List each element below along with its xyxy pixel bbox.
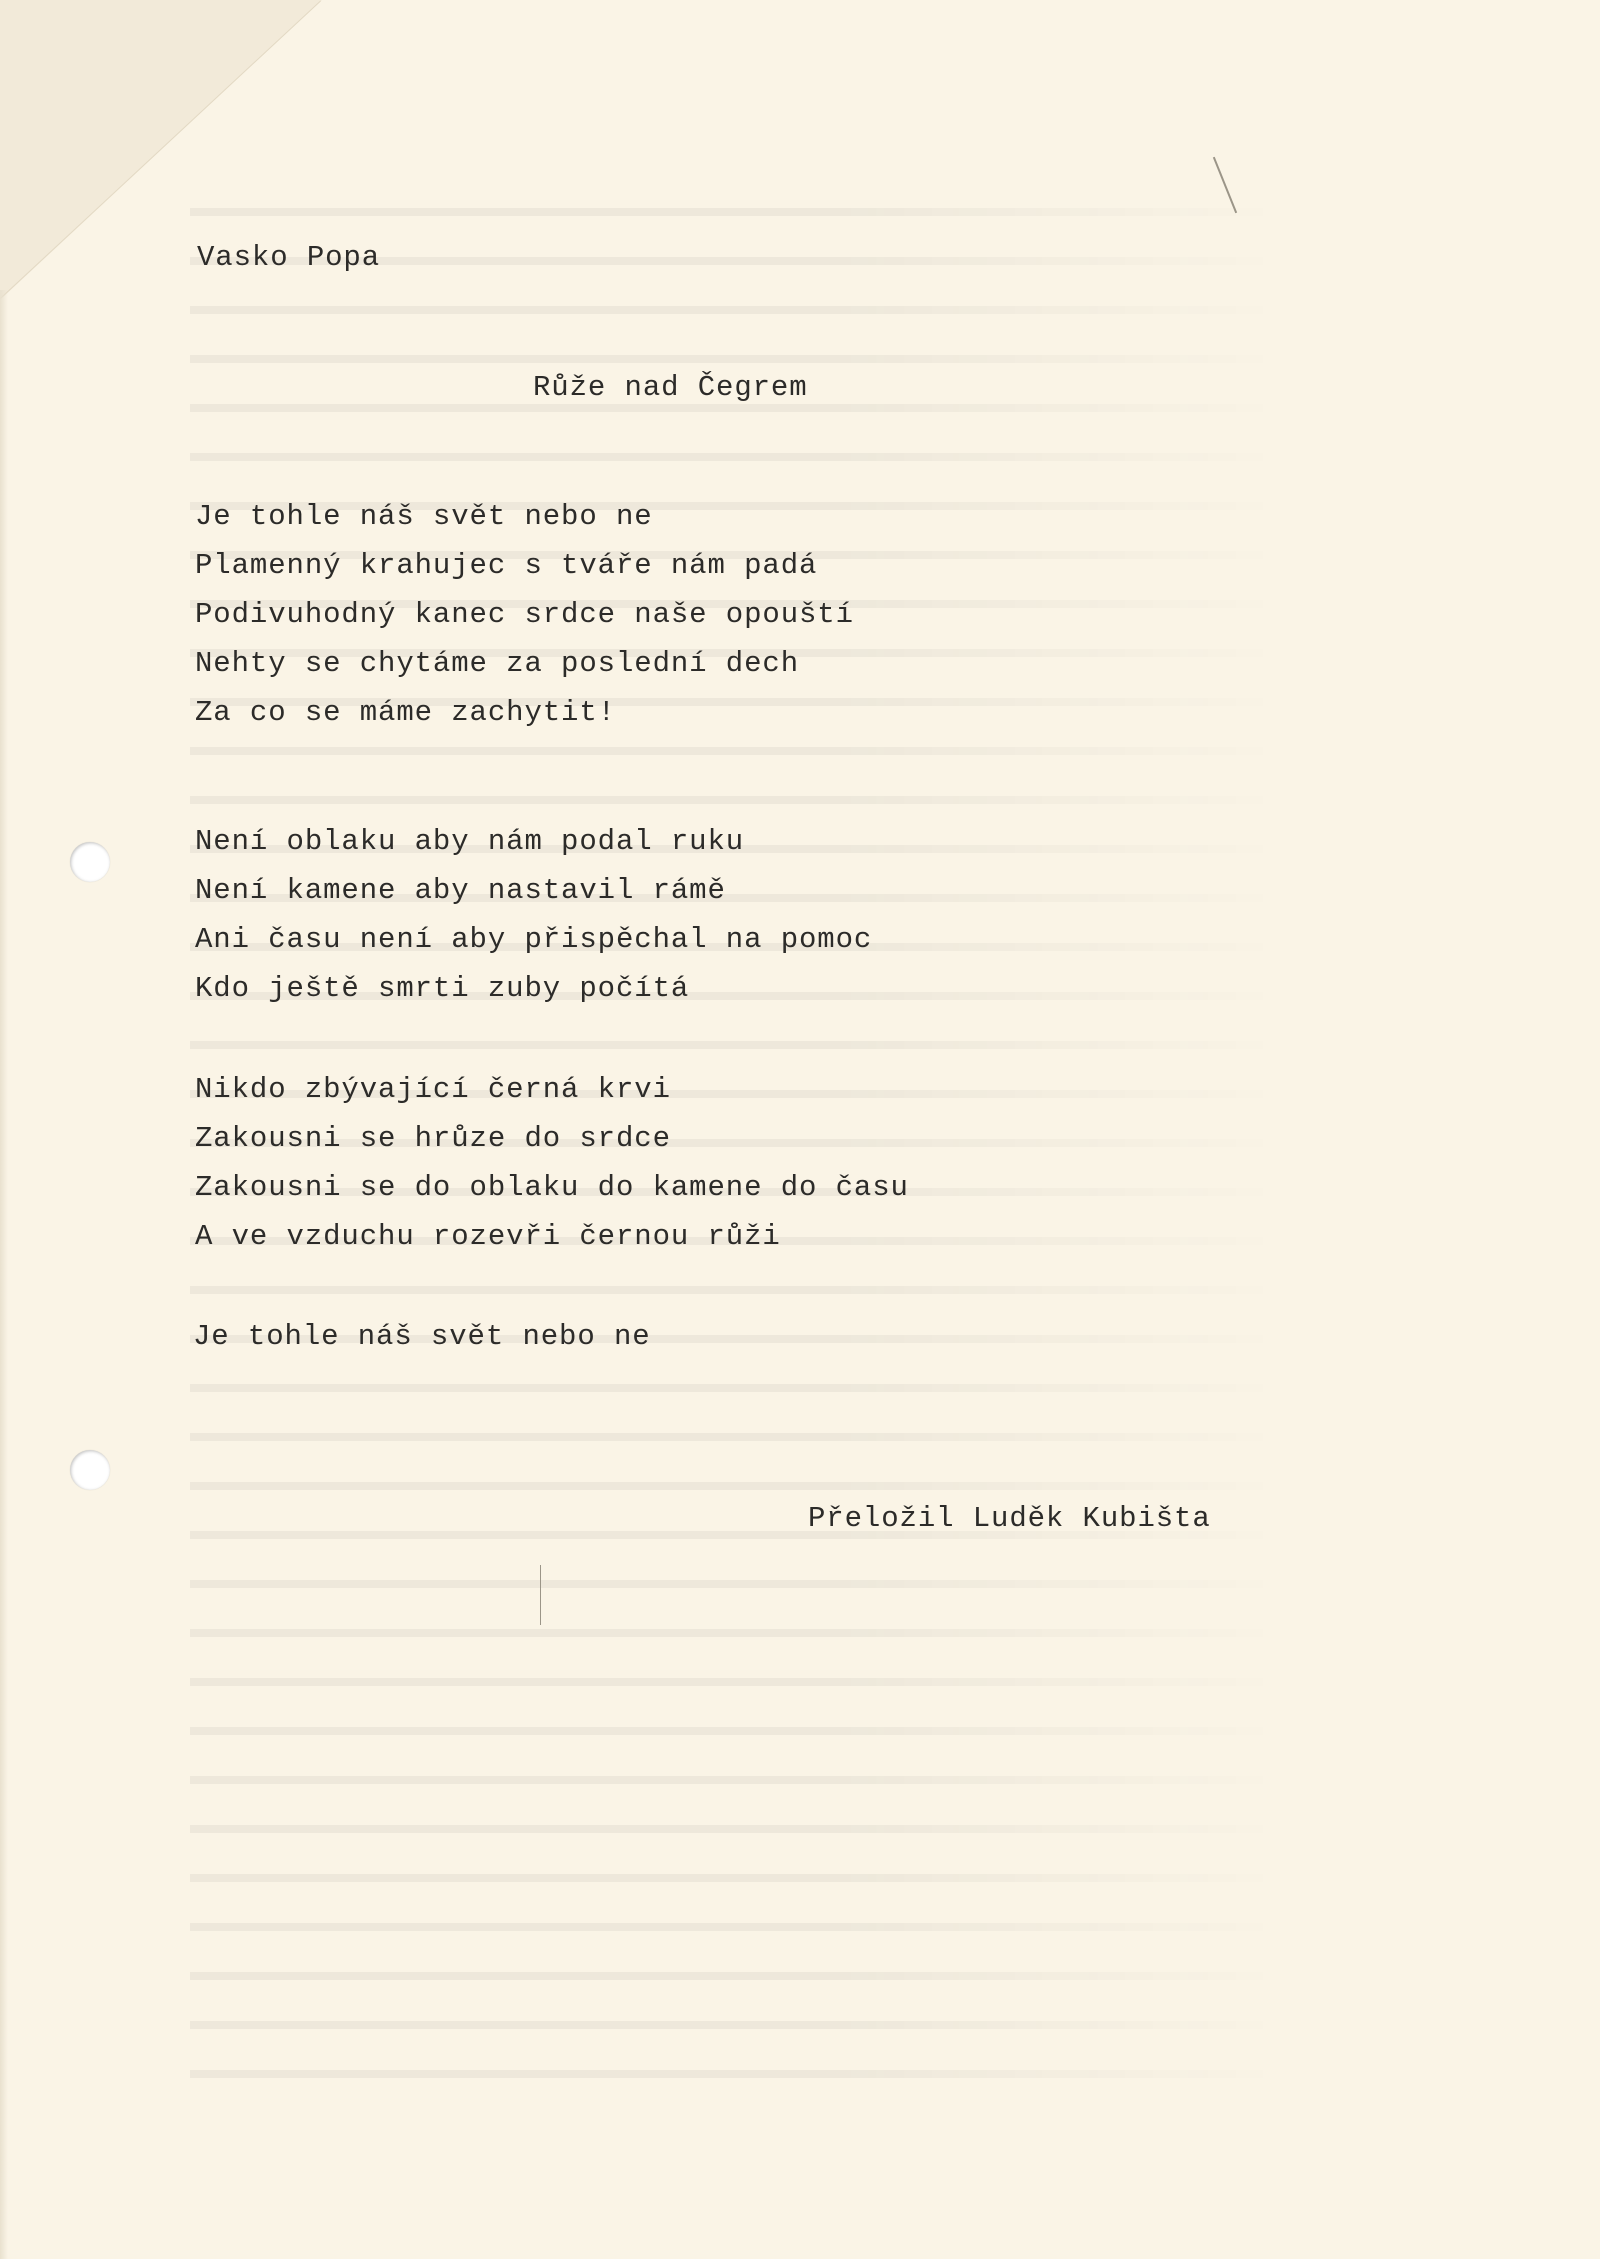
poem-author: Vasko Popa	[197, 241, 381, 274]
punch-hole	[70, 842, 110, 882]
verse-line: Podivuhodný kanec srdce naše opouští	[195, 598, 854, 631]
verse-line: A ve vzduchu rozevři černou růži	[195, 1220, 781, 1253]
verse-line: Nikdo zbývající černá krvi	[195, 1073, 671, 1106]
verse-line: Plamenný krahujec s tváře nám padá	[195, 549, 818, 582]
stanza-2	[195, 825, 872, 1021]
page-edge-shadow	[0, 290, 8, 2259]
paper-mark	[540, 1565, 541, 1625]
poem-title: Růže nad Čegrem	[533, 371, 808, 404]
punch-hole	[70, 1450, 110, 1490]
verse-line: Nehty se chytáme za poslední dech	[195, 647, 799, 680]
translator-credit: Přeložil Luděk Kubišta	[808, 1502, 1211, 1535]
verse-line: Je tohle náš svět nebo ne	[195, 500, 653, 533]
verse-line: Není oblaku aby nám podal ruku	[195, 825, 745, 858]
verse-line: Za co se máme zachytit!	[195, 696, 616, 729]
verse-line: Je tohle náš svět nebo ne	[193, 1320, 651, 1353]
verse-line: Kdo ještě smrti zuby počítá	[195, 972, 690, 1005]
verse-line: Zakousni se hrůze do srdce	[195, 1122, 671, 1155]
verse-line: Ani času není aby přispěchal na pomoc	[195, 923, 873, 956]
verse-line: Zakousni se do oblaku do kamene do času	[195, 1171, 909, 1204]
stanza-1	[195, 500, 854, 745]
stanza-3	[195, 1073, 909, 1269]
stanza-4	[193, 1320, 651, 1369]
verse-line: Není kamene aby nastavil rámě	[195, 874, 726, 907]
